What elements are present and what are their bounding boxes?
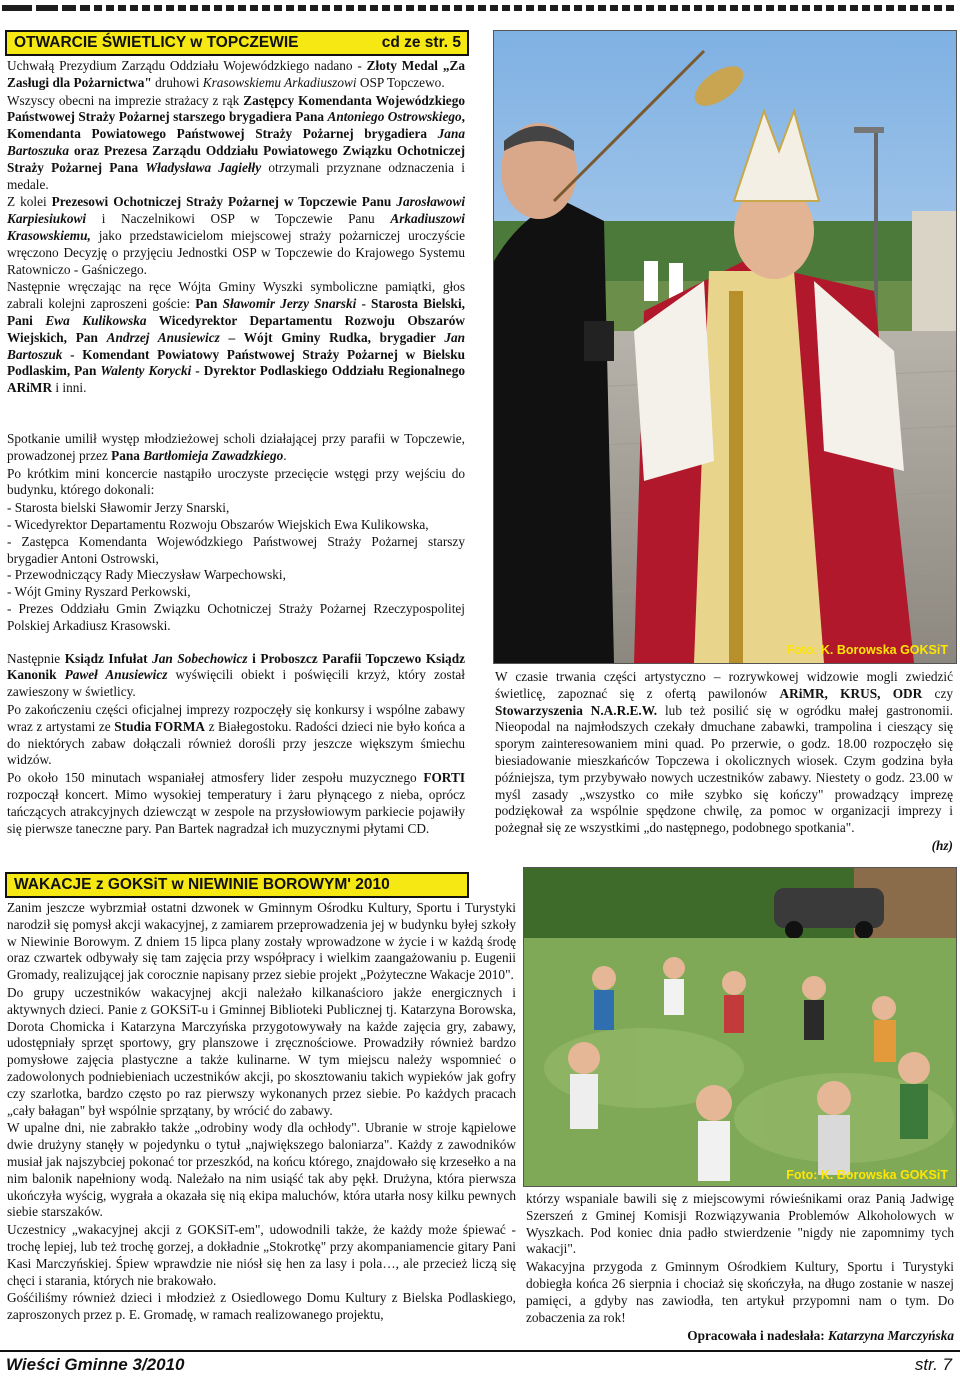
bar-dash [178,5,186,11]
bar-dash [826,5,834,11]
bar-dash [862,5,870,11]
bar-dash [382,5,390,11]
bar-dash [718,5,726,11]
bar-dash [790,5,798,11]
article2-column-right [526,1191,954,1345]
article1-column-bottom [7,431,465,838]
bar-dash [214,5,222,11]
article1-signature: (hz) [931,837,953,853]
paragraph-ending: Wakacyjna przygoda z Gminnym Ośrodkiem Kultury, Sportu i Turystyki dobiegła końca 26 sierpnia i chociaż się skończyła, na długo zostanie w naszej pamięci, a gdyby nas zawiodła, ten artykuł przypomni nam o tym. Do zobaczenia za rok! [526,1259,954,1325]
bar-dash [118,5,126,11]
bar-dash [250,5,258,11]
bar-dash [778,5,786,11]
bar-dash [190,5,198,11]
paragraph-blessing: Następnie Ksiądz Infułat Jan Sobechowicz i Proboszcz Parafii Topczewo Ksiądz Kanonik Paweł Anusiewicz wyświęcili obiekt i poświęcili krzyż, który został zawieszony w świetlicy. [7,650,465,700]
list-item: - Wicedyrektor Departamentu Rozwoju Obszarów Wiejskich Ewa Kulikowska, [7,516,429,532]
bar-dash [610,5,618,11]
bar-dash [490,5,498,11]
magazine-name: Wieści Gminne 3/2010 [6,1355,185,1374]
bar-dash [802,5,810,11]
paragraph-games: Po zakończeniu części oficjalnej imprezy rozpoczęły się konkursy i wspólne zabawy wraz z artystami ze Studia FORMA z Białegostoku. Radości dzieci nie było końca a do niektórych zabaw dołączali również dorośli przy jeszcze większym śmiechu widzów. [7,701,465,768]
bar-dash [586,5,594,11]
photo-children-circle [523,867,957,1187]
bar-dash [694,5,702,11]
bishop-blessing-illustration [494,31,956,663]
bar-dash [442,5,450,11]
article2-signature: Opracowała i nadesłała: Katarzyna Marczyńska [687,1328,954,1344]
bar-dash [934,5,942,11]
bar-dash [538,5,546,11]
bar-dash [754,5,762,11]
paragraph-decision: Z kolei Prezesowi Ochotniczej Straży Pożarnej w Topczewie Panu Jarosławowi Karpiesiukowi i Naczelnikowi OSP w Topczewie Panu Arkadiuszowi Krasowskiemu, jako przedstawicielom miejscowej straży pożarniczej uroczyście wręczono Decyzję o przyjęciu Jednostki OSP w Topczewie do Krajowego Systemu Ratowniczo - Gaśniczego. [7,194,466,277]
children-circle-illustration [524,868,956,1186]
bar-dash [898,5,906,11]
bar-dash [334,5,342,11]
article1-column-top [7,58,465,398]
paragraph-water: W upalne dni, nie zabrakło także „odrobiny wody dla ochłody". Ubranie w stroje kąpielowe dwie drużyny stanęły w pojedynku o tytuł „największego baloniarza". Każdy z zawodników musiał jak najszybciej pokonać tor przeszkód, na końcu którego, znajdowało się krzesełko a na nim balonik napełniony wodą. Należało na nim usiąść tak aby pękł. Drużyna, która pierwsza ukończyła wyścig, wygrała a okazała się nią ekipa maluchów, która utarła nosy kilku pewnych siebie starszaków. [7,1120,516,1220]
bar-dash [274,5,282,11]
bar-dash [406,5,414,11]
bar-dash [922,5,930,11]
bar-dash [94,5,102,11]
bar-dash [670,5,678,11]
bar-dash [838,5,846,11]
bar-dash [310,5,318,11]
paragraph-friends: którzy wspaniale bawili się z miejscowymi rówieśnikami oraz Panią Jadwigę Szerszeń z Gminej Komisji Rozwiązywania Problemów Alkoholowych w Wyszkach. Pod koniec dnia padło stwierdzenie "nigdy nie zapomnimy tych wakacji". [526,1191,954,1257]
photo-bishop-blessing [493,30,957,664]
photo-credit-2: Foto: K. Borowska GOKSiT [786,1168,948,1182]
bar-dash [238,5,246,11]
paragraph-guests: Gośćiliśmy również dzieci i młodzież z Osiedlowego Domu Kultury z Bielska Podlaskiego, zaproszonych przez p. E. Gromadę, w ramach realizowanego projektu, [7,1290,516,1323]
paragraph-awards: Wszyscy obecni na imprezie strażacy z rąk Zastępcy Komendanta Wojewódzkiego Państwowej Straży Pożarnej starszego brygadiera Pana Antoniego Ostrowskiego, Komendanta Powiatowego Państwowej Straży Pożarnej brygadiera Jana Bartoszuka oraz Prezesa Zarządu Oddziału Powiatowego Związku Ochotniczej Straży Pożarnej Pana Władysława Jagiełły otrzymali przyznane odznaczenia i medale. [7,92,465,192]
footer-rule [0,1350,960,1352]
photo-credit-1: Foto: K. Borowska GOKSiT [786,643,948,657]
bar-dash [598,5,606,11]
bar-dash [478,5,486,11]
bar-dash [502,5,510,11]
bar-dash [766,5,774,11]
list-item: - Prezes Oddziału Gmin Związku Ochotniczej Straży Pożarnej Rzeczypospolitej Polskiej Arkadiusz Krasowski. [7,600,465,633]
bar-dash [202,5,210,11]
paragraph-ribbon: Po krótkim mini koncercie nastąpiło uroczyste przecięcie wstęgi przy wejściu do budynku, którego dokonali: [7,465,465,498]
bar-dash [514,5,522,11]
bar-dash [742,5,750,11]
paragraph-evening: W czasie trwania części artystyczno – rozrywkowej widzowie mogli zwiedzić świetlicę, zapoznać się z ofertą pawilonów ARiMR, KRUS, ODR czy Stowarzyszenia N.A.R.E.W. lub też posilić się w ogródku małej gastronomii. Nieopodal na najmłodszych czekały dmuchane zabawki, trampolina i cieszący się sporym zainteresowaniem mini quad. Po przerwie, o godz. 18.00 rozpoczęło się biesiadowanie mieszkańców Topczewa i okolicznych wiosek. Czym godzina była późniejsza, tym przybywało nowych uczestników zabawy. Niestety o godz. 23.00 w myśl zasady „wszystko co miłe szybko się kończy" prowadzący imprezę podziękował za wspólnie spędzone chwilę, za pomoc w organizacji imprezy i pożegnał się ze wszystkimi „do następnego, podobnego spotkania". [495,669,954,836]
bar-dash [946,5,954,11]
paragraph-singing: Uczestnicy „wakacyjnej akcji z GOKSiT-em", udowodnili także, że każdy może śpiewać - trochę lepiej, lub też trochę gorzej, a dokładnie „Stokrotkę" przy akompaniamencie gitary Pani Kasi Marczyńskiej. Śpiew wprawdzie nie niósł się hen za lasy i pola…, ale przecież liczą się chęci i starania, których nie brakowało. [7,1222,516,1288]
list-item: - Wójt Gminy Ryszard Perkowski, [7,584,191,600]
bar-dash [80,5,90,11]
bar-dash [418,5,426,11]
paragraph-participants: Do grupy uczestników wakacyjnej akcji należało kilkanaścioro jakże energicznych i aktywnych dzieci. Panie z GOKSiT-u i Gminnej Biblioteki Publicznej tj. Katarzyna Borowska, Dorota Chomicka i Katarzyna Marczyńska przygotowywały na każde zajęcia gry, zabawy, udostępniały sprzęt sportowy, gry planszowe i zręcznościowe. Prowadziły również bardzo pomysłowe zajęcia plastyczne a także kulinarne. W tym miejscu należy wspomnieć o zadowolonych podniebieniach uczestników akcji, po skosztowaniu takich wypieków jak gofry czy szarlotka, bardzo często po raz pierwszy wykonanych przez siebie. Po każdych pracach „cały bałagan" był wspólnie sprzątany, by wrócić do zabawy. [7,984,516,1118]
bar-dash [346,5,354,11]
title-text: WAKACJE z GOKSiT w NIEWINIE BOROWYM' 2010 [14,876,390,893]
bar-dash [454,5,462,11]
bar-dash [106,5,114,11]
bar-dash [526,5,534,11]
article2-column-left [7,900,516,1325]
bar-dash [36,5,58,11]
title-text: OTWARCIE ŚWIETLICY w TOPCZEWIE [14,34,299,51]
bar-dash [730,5,738,11]
bar-dash [634,5,642,11]
list-item: - Przewodniczący Rady Mieczysław Warpechowski, [7,567,286,583]
list-item: - Starosta bielski Sławomir Jerzy Snarski, [7,500,230,516]
article1-column-right [495,669,953,855]
bar-dash [286,5,294,11]
bar-dash [358,5,366,11]
bar-dash [166,5,174,11]
paragraph-schola: Spotkanie umilił występ młodzieżowej scholi działającej przy parafii w Topczewie, prowadzonej przez Pana Bartłomieja Zawadzkiego. [7,431,465,463]
continued-note: cd ze str. 5 [381,34,461,51]
list-item: - Zastępca Komendanta Wojewódzkiego Państwowej Straży Pożarnej starszy brygadier Antoni Ostrowski, [7,533,465,566]
bar-dash [226,5,234,11]
bar-dash [322,5,330,11]
bar-dash [562,5,570,11]
section-title-wakacje [5,872,469,898]
paragraph-intro: Zanim jeszcze wybrzmiał ostatni dzwonek w Gminnym Ośrodku Kultury, Sportu i Turystyki narodził się pomysł akcji wakacyjnej, z zamiarem przeprowadzenia jej w budynku byłej szkoły w Niewinie Borowym. Z dniem 15 lipca plany zostały wprowadzone w życie i w każdą środę oraz czwartek odbywały się tam zajęcia przy współpracy i wielkim zaangażowaniu p. Eugenii Gromady, realizującej jak corocznie napisany przez siebie projekt „Pożyteczne Wakacje 2010". [7,900,516,983]
section-title-swietlica [5,30,469,56]
bar-dash [886,5,894,11]
bar-dash [2,5,32,11]
bar-dash [142,5,150,11]
bar-dash [646,5,654,11]
bar-dash [850,5,858,11]
bar-dash [682,5,690,11]
bar-dash [262,5,270,11]
bar-dash [62,5,76,11]
bar-dash [130,5,138,11]
bar-dash [394,5,402,11]
paragraph-medal: Uchwałą Prezydium Zarządu Oddziału Wojewódzkiego nadano - Złoty Medal „Za Zasługi dla Pożarnictwa" druhowi Krasowskiemu Arkadiuszowi OSP Topczewo. [7,58,465,90]
bar-dash [430,5,438,11]
paragraph-concert: Po około 150 minutach wspaniałej atmosfery lider zespołu muzycznego FORTI rozpoczął koncert. Mimo wysokiej temperatury i żaru płynącego z nieba, oprócz tańczących atrakcyjnych dziewcząt w zespole na przysłowiowym parkiecie pojawiły się pierwsze taneczne pary. Pan Bartek nagradzał ich muzycznymi płytami CD. [7,770,465,836]
bar-dash [874,5,882,11]
bar-dash [574,5,582,11]
bar-dash [298,5,306,11]
ribbon-cutters-list [7,500,465,634]
bar-dash [910,5,918,11]
bar-dash [466,5,474,11]
page-number: str. 7 [914,1355,952,1374]
paragraph-guests: Następnie wręczając na ręce Wójta Gminy Wyszki symboliczne pamiątki, głos zabrali kolejni zaproszeni goście: Pan Sławomir Jerzy Snarski - Starosta Bielski, Pani Ewa Kulikowska Wicedyrektor Departamentu Rozwoju Obszarów Wiejskich, Pan Andrzej Anusiewicz – Wójt Gminy Rudka, brygadier Jan Bartoszuk - Komendant Powiatowy Państwowej Straży Pożarnej w Bielsku Podlaskim, Pan Walenty Korycki - Dyrektor Podlaskiego Oddziału Regionalnego ARiMR i inni. [7,279,466,396]
bar-dash [550,5,558,11]
bar-dash [658,5,666,11]
bar-dash [706,5,714,11]
bar-dash [370,5,378,11]
top-decorative-bar [0,0,960,14]
bar-dash [154,5,162,11]
bar-dash [622,5,630,11]
bar-dash [814,5,822,11]
